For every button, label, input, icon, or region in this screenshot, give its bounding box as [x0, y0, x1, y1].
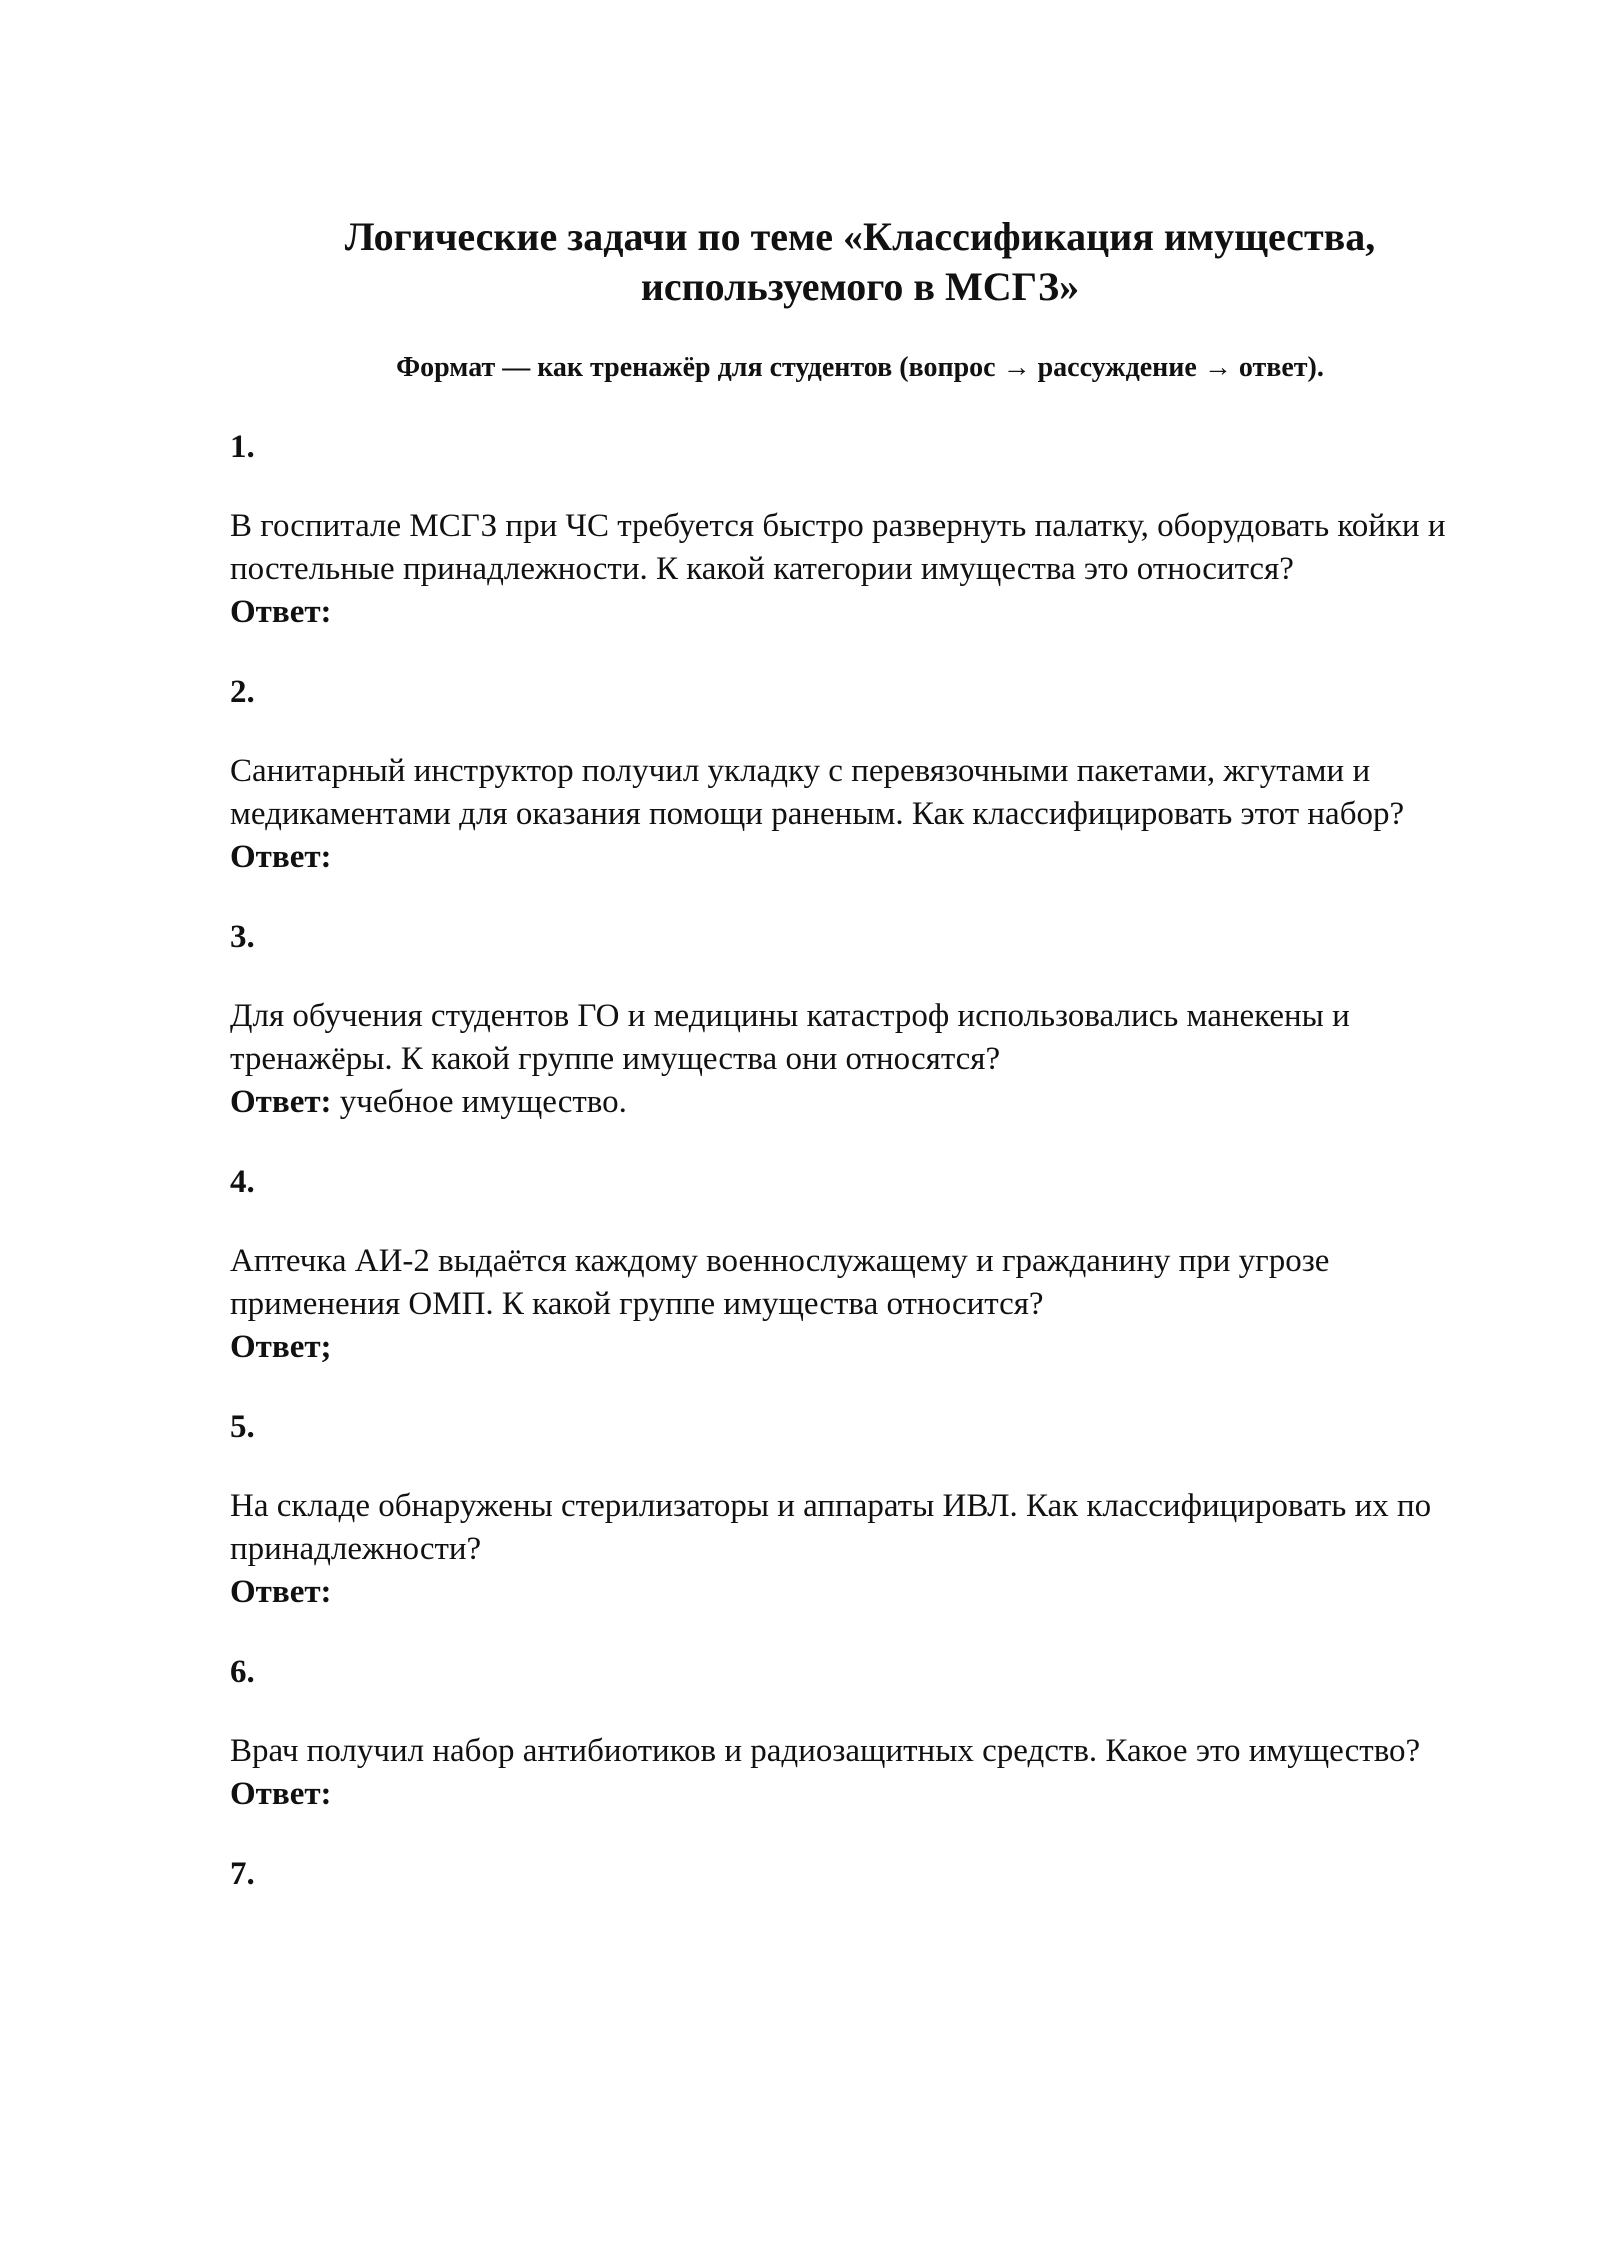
task-6	[230, 1651, 1500, 1816]
task-number: 7.	[230, 1856, 255, 1892]
task-4	[230, 1161, 1500, 1369]
answer-label: Ответ:	[230, 1574, 332, 1610]
task-list	[230, 426, 1500, 1932]
answer-label: Ответ:	[230, 839, 332, 875]
task-question: Для обучения студентов ГО и медицины катастроф использовались манекены и тренажёры. К какой группе имущества они относятся?	[230, 998, 1350, 1077]
task-number: 6.	[230, 1654, 255, 1690]
task-answer	[230, 1571, 1500, 1614]
task-question: В госпитале МСГЗ при ЧС требуется быстро развернуть палатку, оборудовать койки и постельные принадлежности. К какой категории имущества это относится?	[230, 508, 1446, 587]
task-3	[230, 916, 1500, 1124]
answer-text: учебное имущество.	[339, 1084, 627, 1120]
task-1	[230, 426, 1500, 634]
answer-label: Ответ:	[230, 594, 332, 630]
task-question: На складе обнаружены стерилизаторы и аппараты ИВЛ. Как классифицировать их по принадлежности?	[230, 1488, 1432, 1567]
task-7	[230, 1853, 1500, 1895]
task-number: 4.	[230, 1164, 255, 1200]
document-subtitle: Формат — как тренажёр для студентов (вопрос → рассуждение → ответ).	[396, 352, 1324, 383]
task-number: 1.	[230, 429, 255, 465]
task-answer	[230, 1773, 1500, 1816]
task-number: 5.	[230, 1409, 255, 1445]
task-answer	[230, 1081, 1500, 1124]
answer-label: Ответ;	[230, 1329, 332, 1365]
answer-label: Ответ:	[230, 1776, 332, 1812]
task-5	[230, 1406, 1500, 1614]
task-question: Санитарный инструктор получил укладку с перевязочными пакетами, жгутами и медикаментами для оказания помощи раненым. Как классифицировать этот набор?	[230, 753, 1405, 832]
task-2	[230, 671, 1500, 879]
answer-label: Ответ:	[230, 1084, 332, 1120]
task-question: Врач получил набор антибиотиков и радиозащитных средств. Какое это имущество?	[230, 1733, 1421, 1769]
task-answer	[230, 1326, 1500, 1369]
document-title: Логические задачи по теме «Классификация имущества, используемого в МСГЗ»	[344, 214, 1376, 309]
task-answer	[230, 836, 1500, 879]
task-number: 3.	[230, 919, 255, 955]
task-number: 2.	[230, 674, 255, 710]
task-question: Аптечка АИ-2 выдаётся каждому военнослужащему и гражданину при угрозе применения ОМП. К какой группе имущества относится?	[230, 1243, 1330, 1322]
task-answer	[230, 591, 1500, 634]
